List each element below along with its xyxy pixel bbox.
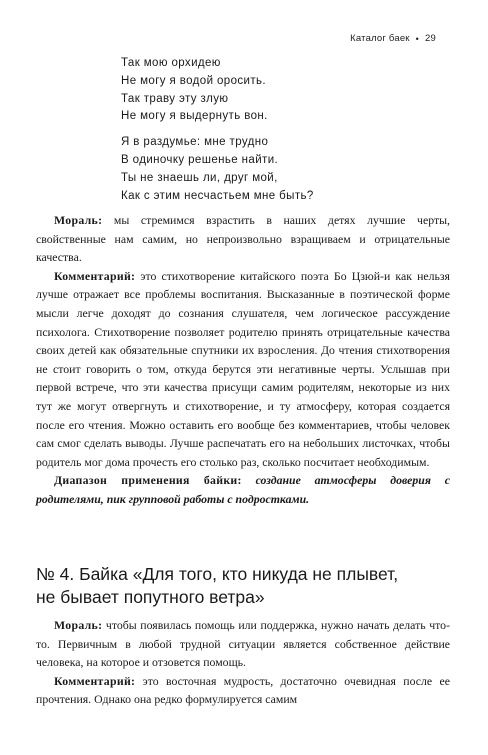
- comment-paragraph: [36, 672, 450, 709]
- heading-line-2: не бывает попутного ветра»: [36, 586, 265, 607]
- verse-line: Так траву эту злую: [121, 92, 229, 105]
- running-header: [350, 33, 436, 44]
- verse-line: Я в раздумье: мне трудно: [121, 136, 269, 149]
- verse-line: Ты не знаешь ли, друг мой,: [121, 171, 278, 184]
- page-number: 29: [425, 33, 436, 44]
- moral-paragraph: [36, 616, 450, 672]
- moral-text: мы стремимся взрастить в наших детях лучшие черты, свойственные нам самим, но непроизвольно взращиваем и отрицательные качества.: [36, 213, 450, 265]
- moral-text: чтобы появилась помощь или поддержка, нужно начать делать что-то. Первичным в любой трудной ситуации является собственное действие человека, на которое и отзовется помощь.: [36, 618, 450, 670]
- range-paragraph: [36, 471, 450, 508]
- moral-label: Мораль:: [54, 213, 103, 227]
- verse-line: Не могу я выдернуть вон.: [121, 110, 268, 123]
- header-separator: •: [415, 33, 420, 44]
- verse-line: Так мою орхидею: [121, 57, 221, 69]
- comment-text: это стихотворение китайского поэта Бо Цзюй-и как нельзя лучше отражает все проблемы воспитания. Высказанные в поэтической форме мысли легче доходят до сознания слушателя, чем логическое рассуждение психолога. Стихотворение позволяет родителю принять отрицательные качества своих детей как обязательные спутники их взросления. До чтения стихотворения не стоит говорить о том, откуда берутся эти негативные черты. Услышав при первой встрече, что эти качества присущи самим родителям, некоторые из них тут же могут отвергнуть и стихотворение, и ту атмосферу, которая создается после его чтения. Можно оставить его вообще без комментариев, чтобы человек сам смог сделать выводы. Лучше распечатать его на небольших листочках, чтобы родитель мог дома прочесть его столько раз, сколько посчитает необходимым.: [36, 268, 450, 469]
- story-3-notes: [36, 211, 450, 509]
- comment-label: Комментарий:: [54, 673, 136, 688]
- moral-paragraph: [36, 211, 450, 267]
- running-title: Каталог баек: [350, 33, 410, 44]
- verse-line: Не могу я водой оросить.: [121, 74, 267, 87]
- story-4-heading: [36, 563, 456, 608]
- range-text: создание атмосферы доверия с родителями, пик групповой работы с подростками.: [36, 473, 450, 506]
- comment-text: это восточная мудрость, достаточно очевидная после ее прочтения. Однако она редко формулируется самим: [36, 673, 450, 707]
- verse-line: Как с этим несчастьем мне быть?: [121, 189, 314, 202]
- range-label: Диапазон применения байки:: [54, 473, 242, 488]
- poem: [121, 55, 314, 205]
- story-4-notes: [36, 616, 450, 709]
- heading-line-1: № 4. Байка «Для того, кто никуда не плывет,: [36, 564, 399, 584]
- verse-line: В одиночку решенье найти.: [121, 153, 279, 166]
- moral-label: Мораль:: [54, 618, 103, 632]
- comment-label: Комментарий:: [54, 268, 136, 283]
- poem-stanza-2: [121, 134, 314, 205]
- comment-paragraph: [36, 267, 450, 472]
- poem-stanza-1: [121, 55, 314, 126]
